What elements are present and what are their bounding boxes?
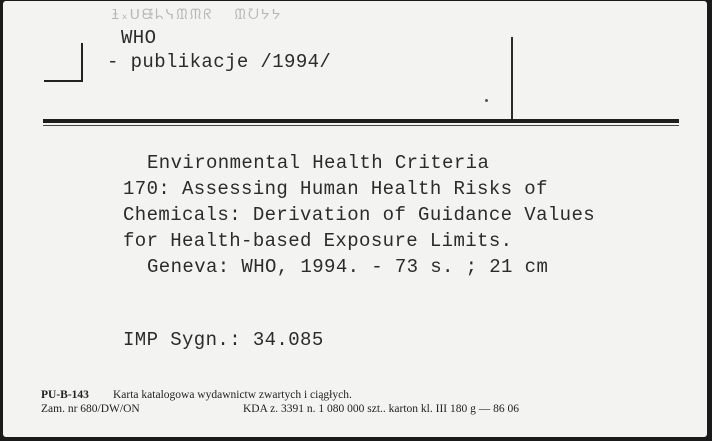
- ink-dot: [485, 99, 488, 102]
- title-line-1: Environmental Health Criteria: [147, 152, 490, 174]
- corner-mark-vertical: [81, 43, 83, 82]
- series-line: - publikacje /1994/: [107, 51, 332, 73]
- faded-stamp: ƚ᙮ᑌᙠᖺᓭᙢᙏᖇ ᙢᘢᔭᔭ: [111, 8, 283, 24]
- title-line-2: 170: Assessing Human Health Risks of: [123, 178, 548, 200]
- signature-line: IMP Sygn.: 34.085: [123, 329, 324, 351]
- corner-mark-horizontal: [44, 80, 82, 82]
- imprint-line: Geneva: WHO, 1994. - 73 s. ; 21 cm: [147, 256, 549, 278]
- footer-order-number: Zam. nr 680/DW/ON: [41, 403, 140, 415]
- footer-print-run: KDA z. 3391 n. 1 080 000 szt.. karton kl. III 180 g — 86 06: [243, 403, 519, 415]
- vertical-divider: [511, 37, 513, 119]
- thin-rule: [43, 125, 679, 126]
- catalog-card: [3, 1, 707, 437]
- footer-code: PU-B-143: [41, 389, 89, 401]
- title-line-3: Chemicals: Derivation of Guidance Values: [123, 204, 596, 226]
- author-heading: WHO: [121, 27, 157, 49]
- title-line-4: for Health-based Exposure Limits.: [123, 230, 513, 252]
- footer-card-description: Karta katalogowa wydawnictw zwartych i ciągłych.: [113, 389, 352, 401]
- thick-rule: [43, 119, 679, 123]
